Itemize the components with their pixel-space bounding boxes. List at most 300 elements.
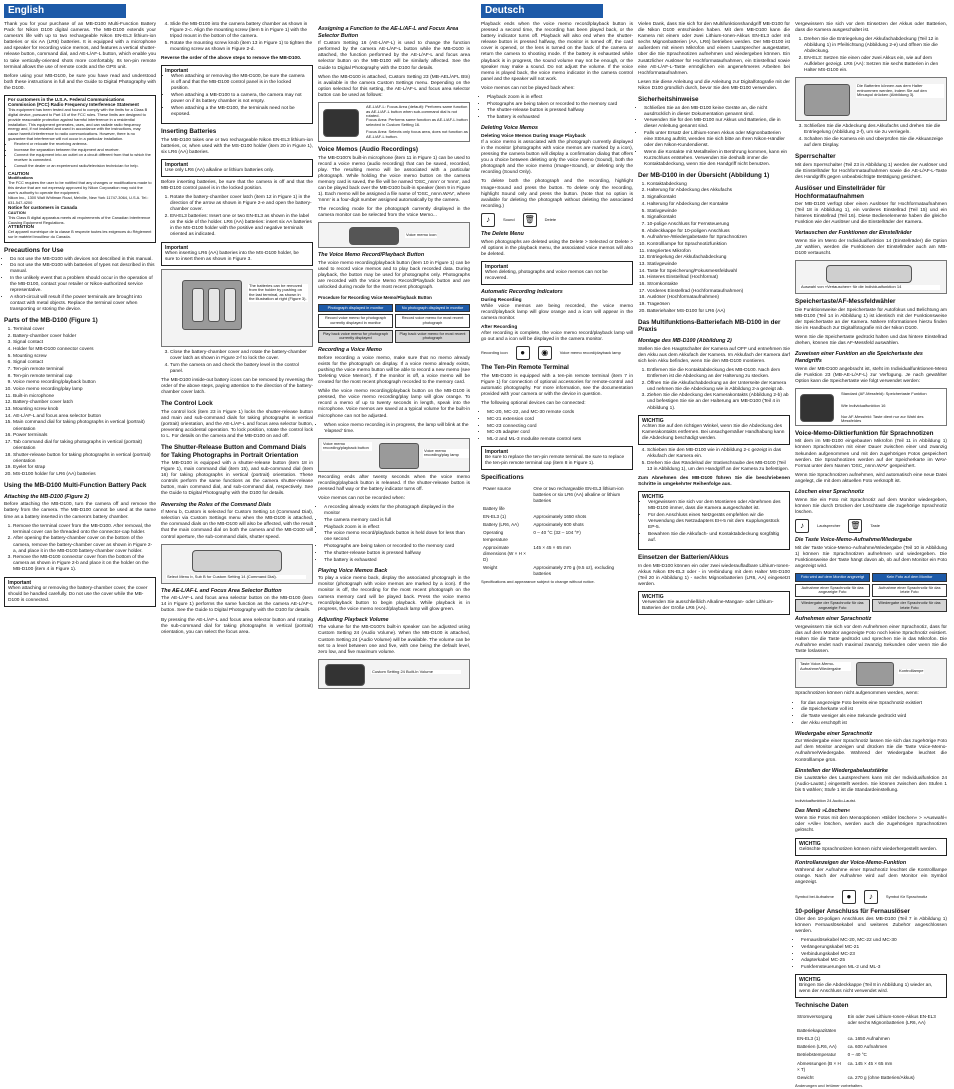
- list-item: 2. EN-EL3: Setzen Sie einen oder zwei Akkus ein, wie auf dem Aufkleber gezeigt. LR6 (AA): Setzen Sie sechs Batterien in den Halter MS-D100 ein.: [804, 56, 947, 74]
- list-item: 9. Voice memo recording/playback button: [13, 380, 156, 386]
- list-item: 2. After opening the battery-chamber cover on the bottom of the camera, remove the battery-chamber cover as shown in Figure 2-a, and place it in the MB-D100 battery-chamber cover holder.: [13, 536, 156, 554]
- list-item: • Fernauslösekabel MC-20, MC-22 und MC-30: [801, 938, 947, 944]
- attach-steps: [4, 524, 156, 574]
- assign-options-figure: [318, 102, 470, 142]
- menu-screen-illustration: [323, 109, 359, 137]
- menu-screen-illustration: [325, 664, 365, 686]
- list-item: • Connect the equipment into an outlet on a circuit different from that to which the receiver is connected.: [14, 153, 152, 163]
- de-delete-menu-heading: Das Menü »Löschen«: [795, 807, 851, 814]
- volume-text: The volume for the MB-D100's built-in speaker can be adjusted using Custom Setting 24 (Audio Volume). When the MB-D100 is attached, Custom Setting 24 (Audio Volume) will be available. The volume can be set to a level between one and five, with one being the default level, zero low, and five maximum volume.: [318, 625, 470, 655]
- command-dial-figure: [161, 544, 313, 584]
- de-flow-heading: Die Taste Voice-Memo-Aufnahme/Wiedergabe: [795, 536, 912, 543]
- flow-cell: Play back voice memo for photograph currently displayed: [318, 330, 393, 343]
- table-row: [483, 565, 631, 577]
- de-attaching-heading: Montage des MB-D100 (Abbildung 2): [638, 337, 732, 344]
- assign-text-2: When the MB-D100 is attached, Custom Setting 23 (MB-AEL/AFL Btn) is available in the camera Custom Settings menu. Depending on the option selected for this setting, the AE-L/AF-L and focus area selector button can be used as follows:: [318, 74, 470, 98]
- precautions-heading: Precautions for Use: [4, 247, 64, 255]
- voice-memo-text-2: The recording mode for the photograph currently displayed in the camera monitor can be selected from the Voice Memo...: [318, 207, 470, 219]
- flow-cell: Wiedergabe der Sprachnotiz für das angezeigte Foto: [795, 599, 870, 612]
- box-text: When deleting, photographs and voice memos can not be recovered.: [485, 269, 608, 281]
- intro-paragraph: Thank you for your purchase of an MB-D100 Multi-Function Battery Pack for Nikon D100 digital cameras. The MB-D100 extends your camera's life with up to two rechargeable Nikon EN-EL3 lithium-ion batteries or six AA (LR6) batteries. It is equipped with a microphone and speaker for recording voice memos, and features a vertical shutter-release button, command dial, and AE-L/AF-L button, which enable you to take vertically-oriented shots more comfortably. Its ten-pin remote terminal allows the use of remote cords and the GPS unit.: [4, 22, 156, 70]
- de-af-text-2: Wenn Sie die Speichertaste gedrückt halten und das hintere Einstellrad drehen, können Sie das AF-Messfeld auswählen.: [795, 335, 947, 347]
- procedure-text: The voice memo recording/playback button (item 10 in Figure 1) can be used to record voice memos and to play back recorded data. During playback, the button may be used for photographs only. Photographs are recorded with the Voice Memo Record/Playback button and are unlocked during mode for the most recent photograph.: [318, 261, 470, 291]
- list-item: 7. Ten-pin remote terminal: [13, 367, 156, 373]
- table-row: [797, 1044, 945, 1050]
- de-indicators-text: Während der Aufnahme einer Sprachnotiz leuchtet die Kontrolllampe orange. Nach der Aufnahme wird auf dem Monitor ein Symbol angezeigt.: [795, 868, 947, 886]
- list-item: 16. Power terminals: [13, 433, 156, 439]
- list-item: 5. Mounting screw: [13, 354, 156, 360]
- box-title: WICHTIG: [799, 840, 821, 847]
- list-item: 7. 10-polige Anschluss für Fernsteuerung: [647, 222, 790, 228]
- box-text: When inserting LR6 (AA) batteries into the MS-D100 holder, be sure to insert them as shown in Figure 3.: [165, 250, 299, 262]
- playing-heading: Playing Voice Memos Back: [318, 567, 388, 574]
- camera-illustration: [826, 265, 912, 283]
- list-item: 4. Schieben Sie den MB-D100 wie in Abbildung 2-c gezeigt in das Akkufach der Kamera ein.: [647, 448, 790, 460]
- spec-label: Operating temperature: [483, 530, 508, 542]
- spec-value: ca. 145 × 45 × 65 mm: [847, 1060, 893, 1066]
- insert-intro: Before inserting batteries, be sure that the camera is off and that the MB-D100 control panel is in the locked position.: [161, 180, 313, 192]
- de-record-heading: Aufnehmen einer Sprachnotiz: [795, 616, 872, 623]
- de-control-lock-heading: Sperrschalter: [795, 153, 836, 161]
- list-item: • Für den Anschluss eines Netzgeräts empfehlen wir die Verwendung des Netzadapters EH-5 mit dem Kupplungsstück EP-5.: [648, 513, 786, 531]
- list-item: • Vergewissern Sie sich vor dem Montieren oder Abnehmen des MB-D100 immer, dass die Kamera ausgeschaltet ist.: [648, 500, 786, 512]
- list-item: 4. Halterung für Abdeckung der Kontakte: [647, 202, 790, 208]
- de-reversing-heading: Vertauschen der Funktionen der Einstellräder: [795, 230, 912, 237]
- spec-label: Power source: [483, 485, 512, 491]
- precautions-list: [4, 257, 156, 314]
- list-item: • Funkfernsteuerungen ML-2 und ML-3: [801, 965, 947, 971]
- volume-heading: Adjusting Playback Volume: [318, 616, 389, 623]
- de-shutter-heading: Auslöser und Einstellräder für Hochformataufnahmen: [795, 185, 886, 200]
- voice-memo-icon-figure: [318, 222, 470, 248]
- de-delete-text: Wenn Sie ein Foto mit Sprachnotiz auf dem Monitor wiedergeben, können Sie durch Drücken der Löschtaste die zugehörige Sprachnotiz löschen.: [795, 497, 947, 515]
- canada-text: This Class B digital apparatus meets all requirements of the Canadian Interference Causing Equipment Regulations.: [8, 214, 151, 225]
- recording-heading: Recording a Voice Memo: [318, 347, 382, 354]
- voice-ends-list: [318, 505, 470, 563]
- de-voice-text-2: Wenn Sie Sprachnotizen aufnehmen, wird automatisch eine neue Datei angelegt, die mit dem aktuellen Foto verknüpft ist.: [795, 472, 947, 484]
- list-item: 5. Drehen Sie das Rändelrad der Stativschraube des MB-D100 (Teil 13 in Abbildung 1), um den Handgriff an der Kamera zu befestigen.: [647, 461, 790, 473]
- list-item: 4. Turn the camera on and check the battery level in the control panel.: [170, 363, 313, 375]
- important-bullets: [642, 500, 786, 544]
- de-specs-note: Änderungen und Irrtümer vorbehalten.: [795, 1082, 863, 1088]
- table-row: [483, 530, 631, 542]
- de-intro: Vielen Dank, dass Sie sich für den Multifunktionshandgriff MB-D100 für die Nikon D100 entschieden haben. Mit dem MB-D100 kann die Kamera mit einem oder zwei Lithium-Ionen-Akkus EN-EL3 oder mit sechs Mignonbatterien (AA, LR6) betrieben werden. Der MB-D100 ist außerdem mit einem Mikrofon und einem Lautsprecher ausgestattet, über die Sie Sprachnotizen aufnehmen und wiedergeben können. Ein zusätzlicher Auslöser für Hochformataufnahmen, ein Einstellrad sowie eine AE-L/AF-L-Taste ermöglichen ein angenehmeres Arbeiten bei Hochformataufnahmen.: [638, 22, 790, 76]
- microphone-icon: ●: [516, 346, 530, 360]
- battery-cell: [208, 288, 220, 322]
- de-playback-text: Zur Wiedergabe einer Sprachnotiz lassen Sie sich das zugehörige Foto auf dem Monitor anzeigen und drücken Sie die Taste Voice-Memo-Aufnahme/Wiedergabe. Während der Wiedergabe leuchtet die Kontrolllampe grün.: [795, 739, 947, 763]
- box-title: WICHTIG: [642, 494, 664, 501]
- de-not-intro: Sprachnotizen können nicht aufgenommen werden, wenn:: [795, 691, 919, 697]
- list-item: • Verwenden Sie für den MB-D100 nur Akkus und Batterien, die in dieser Anleitung genannt sind.: [644, 118, 790, 130]
- de-shutter-text: Der MB-D100 verfügt über einen Auslöser für Hochformataufnahmen (Teil 18 in Abbildung 1), ein vorderes Einstellrad (Teil 15) und ein hinteres Einstellrad (Teil 16). Diese Bedienelemente haben die gleiche Funktion wie der Auslöser und die Einstellräder der Kamera.: [795, 202, 947, 226]
- list-item: • Do not use the MB-D100 with devices not described in this manual.: [10, 257, 156, 263]
- list-item: • Verlängerungskabel MC-21: [801, 945, 947, 951]
- important-box: [795, 838, 947, 856]
- list-item: • The shutter-release button is pressed halfway: [324, 551, 470, 557]
- box-title: Important: [485, 449, 509, 456]
- during-recording-label: During Recording: [481, 297, 522, 303]
- de-assign-text: Wenn der MB-D100 angebracht ist, steht im Individualfunktionen-Menü die Funktion 23 (MB-AE-L/AF-L) zur Verfügung. Je nach gewählter Option kann die Speichertaste wie folgt verwendet werden:: [795, 366, 947, 384]
- list-item: • ML-2 and ML-3 modulite remote control sets: [487, 437, 633, 443]
- attaching-heading: Attaching the MB-D100 (Figure 2): [4, 493, 90, 500]
- box-text: Bringen Sie die Abdeckkappe (Teil 8 in Abbildung 1) wieder an, wenn der Anschluss nicht verwendet wird.: [799, 983, 933, 995]
- de-playback-heading: Wiedergabe einer Sprachnotiz: [795, 730, 873, 737]
- table-row: [483, 506, 631, 512]
- caution-subtitle: Modifications: [8, 175, 34, 181]
- flow-title: Procedure for Recording Voice Memo/Playback Button: [318, 294, 432, 300]
- list-item: 4. Schalten Sie die Kamera ein und überprüfen Sie die Akkuanzeige auf dem Display.: [804, 137, 947, 149]
- spec-value: ca. 1650 Aufnahmen: [847, 1036, 890, 1042]
- speaker-icon: ♪: [481, 213, 495, 227]
- box-title: Important: [8, 579, 32, 586]
- column-2: [161, 22, 313, 670]
- list-item: 17. Vorderes Einstellrad (Hochformataufnahmen): [647, 289, 790, 295]
- list-item: • MC-20, MC-22, and MC-30 remote cords: [487, 410, 633, 416]
- de-assign-figure: [795, 388, 947, 426]
- en-voice-cannot-list: [481, 95, 633, 121]
- de-safety-list: [638, 106, 790, 169]
- volume-figure: [318, 659, 470, 689]
- spec-label: Battery (LR6, AA): [483, 522, 519, 528]
- shutter-text: The MB-D100 is equipped with a shutter-release button (item 18 in Figure 1), main command dial (item 15), and sub-command dial (item 16) for taking photographs in vertical (portrait) orientation. These controls perform the same functions as the camera shutter-release button, main command dial, and sub-command dial, respectively. See the Guide to Digital Photography with the D100 for details.: [161, 461, 313, 497]
- important-box: [795, 974, 947, 998]
- caution-text: The FCC requires the user to be notified that any changes or modifications made to this device that are not expressly approved by Nikon Corporation may void the user's authority to operate the equipment.: [8, 180, 152, 196]
- caution-title: CAUTION: [8, 170, 29, 176]
- option-label: Wie Individualfunktion 16: [840, 404, 944, 409]
- figure-caption: Die Batterien können aus dem Halter entnommen werden, indem Sie auf den Minuspol drücken (Abbildung 3).: [856, 84, 944, 98]
- list-item: 10. Voice memo recording/play lamp: [13, 387, 156, 393]
- list-item: 2. Öffnen Sie die Akkufachabdeckung an der Unterseite der Kamera und nehmen Sie die Abdeckung wie in Abbildung 2-a gezeigt ab.: [647, 381, 790, 393]
- list-item: 1. Remove the terminal cover from the MB-D100. After removal, the terminal cover can be threaded onto the connector-cap holder.: [13, 524, 156, 536]
- icon-label: Symbol bei Aufnahme: [795, 893, 834, 899]
- list-item: • MC-25 adapter cord: [487, 430, 633, 436]
- box-text: Achten Sie auf den richtigen Winkel, wenn Sie die Abdeckung des Kamerakontakts entfernen. Bei unsachgemäßer Handhabung kann die Abdeckung beschädigt werden.: [642, 423, 785, 441]
- list-item: • Wenn die Kontakte mit Metallteilen in Berührung kommen, kann ein Kurzschluss entstehen. Verwenden Sie deshalb immer die Kontaktabdeckung, wenn Sie den Handgriff nicht benutzen.: [644, 150, 790, 168]
- spec-label: Stromversorgung: [797, 1013, 833, 1019]
- control-lock-heading: The Control Lock: [161, 400, 213, 408]
- list-item: • die Speicherkarte voll ist: [801, 707, 947, 713]
- en-playback-text: Playback ends when the voice memo record/playback button is pressed a second time, the recording has been played back, or the battery indicator turns off. Playback will also end when the shutter-release button is pressed halfway, the monitor is turned off, the card cover is opened, or the lens is turned on the back of the camera or return the camera to shooting mode. If the battery is exhausted while playback is in progress, the sound volume may not be enough, or the speaker may make a sound. Do not adjust the volume. If the voice memo is played back, the voice memo indicator in the camera control panel and the speaker will not work.: [481, 22, 633, 82]
- fcc-bullets: [8, 142, 152, 168]
- spec-label: Batteriekapazitäten: [797, 1028, 837, 1034]
- speaker-icon: ♪: [795, 519, 809, 533]
- procedure-heading: The Voice Memo Record/Playback Button: [318, 252, 425, 259]
- playing-text: To play a voice memo back, display the associated photograph in the monitor (photograph with voice memos are marked by a icon). If the monitor is off, the recording for the most recent photograph on the camera memory card will be played back. Press the voice memo record/playback button to begin playback. While playback is in progress, the voice memo record/playback lamp will glow green.: [318, 576, 470, 612]
- spec-value: 145 × 45 × 65 mm: [533, 544, 571, 550]
- list-item: 2. EN-EL3 batteries: Insert one or two EN-EL3 as shown in the label on the side of the holder. LR6 (AA) batteries: insert six AA batteries in the MS-D100 holder with the positive and negative terminals oriented as indicated.: [170, 214, 313, 238]
- list-item: • Increase the separation between the equipment and receiver.: [14, 148, 152, 153]
- de-attach-steps: [638, 368, 790, 412]
- list-item: 14. Taste für Speicherung/Fokusmessfeldwahl: [647, 269, 790, 275]
- spec-value: One or two rechargeable EN-EL3 lithium-ion batteries or six LR6 (AA) alkaline or lithium batteries: [533, 485, 624, 504]
- flow-cell: Aufnahme einer Sprachnotiz für das angezeigte Foto: [795, 584, 870, 597]
- list-item: • Falls unter Ersatz der Lithium-Ionen Akkus oder Mignonbatterien eine Störung auftritt, wenden Sie sich bitte an Ihren Nikon-Händler oder den Nikon-Kundendienst.: [644, 131, 790, 149]
- delete-menu-text: When photographs are deleted using the Delete > Selected or Delete > All options in the playback menu, the associated voice memos will also be deleted.: [481, 239, 633, 257]
- de-parts-heading: Der MB-D100 in der Übersicht (Abbildung 1): [638, 172, 770, 180]
- list-item: • The battery is exhausted: [324, 558, 470, 564]
- list-item: • MC-23 connecting cord: [487, 424, 633, 430]
- fcc-text: This equipment has been tested and found to comply with the limits for a Class B digital device, pursuant to Part 15 of the FCC rules. These limits are designed to provide reasonable protection against harmful interference in a residential installation. This equipment generates, uses, and can radiate radio frequency energy and, if not installed and used in accordance with the instructions, may cause harmful interference to radio communications. However, there is no guarantee that interference will not occur in a particular installation.: [8, 106, 148, 142]
- important-bullets: [165, 74, 309, 118]
- de-tenpin-list: [795, 938, 947, 971]
- reverse-note: Reverse the order of the above steps to remove the MB-D100.: [161, 56, 302, 62]
- important-box: [638, 415, 790, 445]
- box-text: Gelöschte Sprachnotizen können nicht wiederhergestellt werden.: [799, 846, 938, 852]
- voice-ends-intro: Voice memos can not be recorded when:: [318, 496, 405, 502]
- deleting-heading: Deleting Voice Memos: [481, 125, 539, 132]
- spec-label: Approximate dimensions (W × H × D): [483, 544, 526, 562]
- spec-value: 0 – 40 °C (32 – 104 °F): [533, 530, 581, 536]
- spec-value: ca. 600 Aufnahmen: [847, 1044, 888, 1050]
- list-item: • When attaching a the MB-D100, the terminals need not be exposed.: [171, 106, 309, 118]
- table-row: [797, 1014, 945, 1026]
- spec-label: Abmessungen (B × H × T): [797, 1060, 841, 1072]
- spec-value: [848, 1028, 945, 1034]
- list-item: 1. Kontaktabdeckung: [647, 182, 790, 188]
- assign-heading: Assigning a Function to the AE-L/AF-L and Focus Area Selector Button: [318, 26, 459, 39]
- column-3: [318, 22, 470, 674]
- list-item: 15. Main command dial for taking photographs in vertical (portrait) orientation: [13, 420, 156, 432]
- af-button-text-2: By pressing the AE-L/AF-L and focus area selector button and rotating the sub-command dial for taking photographs in vertical (portrait) orientation, you can select the focus area.: [161, 617, 313, 635]
- list-item: 13. Mounting screw knob: [13, 407, 156, 413]
- during-recording-text: While voice memos are being recorded, the voice memo record/playback lamp will glow orange and a icon will appear in the camera monitor.: [481, 303, 633, 321]
- list-item: • In the unlikely event that a problem should occur in the operation of the MB-D100, contact your retailer or Nikon-authorized service representative.: [10, 276, 156, 294]
- list-item: 9. Aufnahme-/Wiedergabetaste für Sprachnotizen: [647, 235, 790, 241]
- icon-label: Delete: [544, 216, 557, 222]
- de-steps-continued: [638, 448, 790, 473]
- figure-label: Voice memo icon: [406, 232, 437, 238]
- important-box: [161, 159, 313, 177]
- flow-cell: Record voice memo for photograph currently displayed in monitor: [318, 314, 393, 327]
- after-recording-text: After recording is complete, the voice memo record/playback lamp will go out and a icon will be displayed in the camera monitor.: [481, 331, 633, 343]
- box-text: Be sure to replace the ten-pin remote terminal. Be sure to replace the ten-pin remote terminal cap (item 8 in Figure 1).: [485, 455, 625, 467]
- spec-value: 0 – 40 °C: [847, 1052, 867, 1058]
- list-item: • Playback zoom is in effect: [487, 95, 633, 101]
- list-item: 2. Halterung für Abdeckung des Akkufachs: [647, 188, 790, 194]
- de-icons-row: [795, 519, 947, 533]
- trash-icon: 🗑: [848, 519, 862, 533]
- english-page: [0, 0, 477, 675]
- list-item: 3. Schließen Sie die Abdeckung des Akkufachs und drehen Sie die Entriegelung (Abbildung 2-f), um sie zu verriegeln.: [804, 124, 947, 136]
- microphone-icon: ●: [842, 890, 856, 904]
- list-item: 11. Integriertes Mikrofon: [647, 249, 790, 255]
- table-row: [483, 486, 631, 504]
- list-item: 15. Hinteres Einstellrad (Hochformat): [647, 275, 790, 281]
- list-item: 8. Abdeckkappe für 10-poligen Anschluss: [647, 229, 790, 235]
- list-item: • A recording already exists for the photograph displayed in the monitor: [324, 505, 470, 517]
- spec-value: Approximately 1650 shots: [533, 514, 587, 520]
- list-item: • Photographs are being taken or recorded to the memory card: [324, 544, 470, 550]
- flow-cell: Wiedergabe der Sprachnotiz für das letzte Foto: [872, 599, 947, 612]
- insert-steps: [161, 195, 313, 238]
- important-box: [638, 491, 790, 550]
- list-item: 1. Rotate the battery-chamber cover latch (item 12 in Figure 1) in the direction of the arrow as shown in Figure 2-e and open the battery-chamber cover.: [170, 195, 313, 213]
- box-text: When attaching or removing the battery-chamber cover, the cover should be handled carefully. Do not use the cover while the MB-D100 is connected.: [8, 585, 148, 603]
- box-title: Important: [165, 244, 189, 251]
- important-box: [481, 446, 633, 470]
- option-label: Standard (AF-Messfeld): Speichertaste Funktion: [840, 392, 944, 397]
- list-item: 12. Entriegelung der Akkufachabdeckung: [647, 255, 790, 261]
- list-item: 4. Holder for MB-D100 connector covers: [13, 347, 156, 353]
- figure-label: Voice memo recording/play lamp: [423, 449, 469, 458]
- box-text: Verwenden Sie ausschließlich Alkaline-Mangan- oder Lithium-Batterien der Größe LR6 (AA).: [642, 600, 774, 612]
- german-page: [477, 0, 954, 1088]
- list-item: 3. Close the battery-chamber cover and rotate the battery-chamber cover latch as shown in Figure 2-f to lock the cover.: [170, 350, 313, 362]
- af-button-heading: The AE-L/AF-L and Focus Area Selector Button: [161, 587, 282, 594]
- control-lock-text: The control lock (item 23 in Figure 1) locks the shutter-release button and main and sub-command dials for taking photographs in vertical (portrait) orientation, and the AE-L/AF-L and focus area selector button, preventing accidental operation. To lock position, rotate the control lock to L. For details on the camera and the MB-D100 on and off.: [161, 409, 313, 439]
- battery-pack-illustration: [856, 662, 894, 686]
- list-item: • The battery is exhausted: [487, 115, 633, 121]
- de-control-lock-text: Mit dem Sperrschalter (Teil 23 in Abbildung 1) werden der Auslöser und die Einstellräder für Hochformataufnahmen sowie die AE-L/AF-L-Taste des Handgriffs gegen unbeabsichtigte Betätigung gesichert.: [795, 162, 947, 180]
- specs-heading: Specifications: [481, 474, 524, 482]
- de-procedure-flowchart: [795, 573, 947, 613]
- icon-label: Lautsprecher: [817, 522, 841, 528]
- de-tenpin-text: Über den 10-poligen Anschluss des MB-D100 (Teil 7 in Abbildung 1) können Fernauslösekabel und weiteres Zubehör angeschlossen werden.: [795, 917, 947, 935]
- de-intro-2: Lesen Sie diese Anleitung und die Anleitung zur Digitalfotografie mit der Nikon D100 gründlich durch, bevor Sie den MB-D100 verwenden.: [638, 79, 790, 91]
- list-item: • Adapterkabel MC-25: [801, 958, 947, 964]
- icon-label: Symbol für Sprachnotiz: [885, 893, 928, 899]
- list-item: 10. Kontrolllampe für Sprachnotizfunktion: [647, 242, 790, 248]
- list-item: 12. Battery-chamber cover latch: [13, 400, 156, 406]
- icon-label: Taste: [870, 522, 880, 528]
- de-parts-list: [638, 182, 790, 315]
- column-3: [795, 22, 947, 1088]
- tenpin-list: [481, 410, 633, 443]
- table-row: [483, 545, 631, 563]
- list-item: 2. Battery-chamber cover holder: [13, 334, 156, 340]
- de-delete-heading: Löschen einer Sprachnotiz: [795, 489, 864, 496]
- tenpin-list-intro: The following optional devices can be connected:: [481, 401, 586, 407]
- recording-icons-row: [481, 346, 633, 360]
- list-item: 13. Stativgewinde: [647, 262, 790, 268]
- de-using-heading: Das Multifunktions-Batteriefach MB-D100 in der Praxis: [638, 318, 781, 334]
- final-steps: [161, 350, 313, 375]
- flow-cell: No photograph displayed in monitor: [395, 304, 470, 313]
- canada-caution: CAUTION: [8, 209, 26, 215]
- list-item: • A short-circuit will result if the power terminals are brought into contact with metal objects. Replace the terminal cover when transporting or storing the device.: [10, 295, 156, 313]
- list-item: 18. Shutter-release button for taking photographs in vertical (portrait) orientation: [13, 453, 156, 465]
- de-final-steps: [795, 124, 947, 149]
- spec-value: Approximately 600 shots: [533, 522, 584, 528]
- de-indicators-heading: Kontrollanzeigen der Voice-Memo-Funktion: [795, 859, 907, 866]
- list-item: • Schließen Sie an den MB-D100 keine Geräte an, die nicht ausdrücklich in dieser Dokumentation genannt sind.: [644, 106, 790, 118]
- list-item: 19. Eyelet for strap: [13, 465, 156, 471]
- column-1: [481, 22, 633, 670]
- battery-cell: [192, 288, 204, 322]
- option-label: AE-L/AF-L: Focus Area (default): Performs same function as AE-L/AF-L button when sub-command dial is not rotated.: [366, 104, 468, 119]
- list-item: 3. Ziehen Sie die Abdeckung des Kamerakontakts (Abbildung 2-b) ab und befestigen Sie sie an der Halterung am MB-D100 (Teil 4 in Abbildung 1).: [647, 393, 790, 411]
- icon-label: Sound: [503, 216, 515, 222]
- parts-list: [4, 327, 156, 478]
- using-heading: Using the MB-D100 Multi-Function Battery Pack: [4, 482, 147, 490]
- box-text: Use only LR6 (AA) alkaline or lithium batteries only.: [165, 167, 274, 173]
- list-item: • Bewahren Sie die Akkufach- und Kontaktabdeckung sorgfältig auf.: [648, 532, 786, 544]
- de-volume-text: Die Lautstärke des Lautsprechers kann mit der Individualfunktion 24 (Audio-Lautst.) eingestellt werden. Sie können zwischen den Stufen 1 bis 5 wählen; Stufe 1 ist die Standardeinstellung.: [795, 776, 947, 794]
- voice-memo-text: The MB-D100's built-in microphone (item 11 in Figure 1) can be used to record a voice memo (audio recording) that can be saved, recorded, play. The resulting memo will be associated with a particular photograph. While holding the voice memo button on the camera memory card is saved, the file will be named 'DSC_nnnn' or 'nnnn', and can be played back over the MB-D100 built-in speaker (item 9 in Figure 1). Each memo will be assigned a file name of 'DSC_nnnn.WAV', where 'nnnn' is a four-digit number assigned automatically by the camera.: [318, 155, 470, 204]
- flow-cell: Aufnahme einer Sprachnotiz für das letzte Foto: [872, 584, 947, 597]
- inserting-heading: Inserting Batteries: [161, 128, 217, 136]
- figure-label: Kontrolllampe: [899, 668, 924, 674]
- fcc-notice-box: [4, 95, 156, 243]
- list-item: • für das angezeigte Foto bereits eine Sprachnotiz existiert: [801, 701, 947, 707]
- attention-text: Cet appareil numérique de la classe B respecte toutes les exigences du Règlement sur le matériel brouilleur du Canada.: [8, 229, 152, 240]
- de-inserting-heading: Einsetzen der Batterien/Akkus: [638, 554, 729, 562]
- figure-caption: Select Menu b, Sub B for Custom Setting 14 (Command Dial).: [166, 575, 306, 580]
- table-row: [483, 522, 631, 528]
- en-voice-cannot-intro: Voice memos can not be played back when:: [481, 85, 575, 91]
- deleting-text-2: To delete both the photograph and the recording, highlight Image+Sound and press the button. To delete only the recording, highlight Sound only and press the button. (Note that no option is available for deleting the photograph without deleting the associated recording.): [481, 179, 633, 209]
- lock-text: The MB-D100 inside-out battery icons can be removed by reversing the order of the above steps, paying attention to the direction of the battery-chamber cover latch.: [161, 377, 313, 395]
- list-item: • Consult the dealer or an experienced radio/television technician for help.: [14, 164, 152, 169]
- de-not-list: [795, 701, 947, 727]
- recording-text-2: While the voice memo recording/playback button on the MB-D100 is pressed, the voice memo recording/play lamp will glow orange. To record a memo of up to twenty seconds in length, speak into the microphone. Voice memos are saved at a typical volume for the built-in microphone can not be adjusted.: [318, 389, 470, 419]
- de-flow-text: Mit der Taste Voice-Memo-Aufnahme/Wiedergabe (Teil 10 in Abbildung 1) können Sie Sprachnotizen aufnehmen und wiedergeben. Die Funktionsweise der Taste hängt davon ab, ob auf dem Monitor ein Foto angezeigt wird.: [795, 545, 947, 569]
- box-title: WICHTIG: [642, 593, 664, 600]
- tenpin-text: The MB-D100 is equipped with a ten-pin remote terminal (item 7 in Figure 1) for connection of optional accessories for remote-control and automatic photography. For more information, see the documentation provided with your camera or with the device in question.: [481, 373, 633, 398]
- assign-text: If Custom Setting 16 (AE-L/AF-L) is used to change the function performed by the camera AE-L/AF-L button while the MB-D100 is attached, the function performed by the AE-L/AF-L and focus area selector button on the MB-D100 will be similarly affected. See the Guide to Digital Photography with the D100 for details.: [318, 41, 470, 71]
- list-item: • Reorient or relocate the receiving antenna.: [14, 142, 152, 147]
- list-item: 8. Ten-pin remote terminal cap: [13, 374, 156, 380]
- figure-caption: The batteries can be removed from the holder by pushing on the last terminal, as shown in the illustration at right (Figure 3).: [249, 282, 307, 302]
- box-title: Important: [165, 68, 189, 75]
- battery-cell: [224, 288, 236, 322]
- list-item: • die Taste weniger als eine Sekunde gedrückt wird: [801, 714, 947, 720]
- reversing-heading: Reversing the Roles of the Command Dials: [161, 501, 272, 508]
- lamp-icon: ◉: [538, 346, 552, 360]
- delete-icons-row: [481, 213, 633, 227]
- list-item: 6. Signalkontakt: [647, 215, 790, 221]
- specs-table: [481, 484, 633, 579]
- list-item: 20. MS-D100 holder for LR6 (AA) batteries: [13, 472, 156, 478]
- list-item: 18. Auslöser (Hochformataufnahmen): [647, 295, 790, 301]
- nikon-address: Nikon Inc., 1300 Walt Whitman Road, Melville, New York 11747-3064, U.S.A. Tel.: 631-547-4200: [8, 195, 149, 205]
- list-item: • When attaching or removing the MB-D100, be sure the camera is off and that the MB-D100 control panel is in the locked position.: [171, 74, 309, 92]
- list-item: • When voice memo recording is in progress, the lamp will blink at the 'elapsed' time.: [324, 423, 470, 435]
- list-item: 1. Entfernen Sie die Kontaktabdeckung des MB-D100. Nach dem Entfernen ist die Abdeckung an der Halterung zu stecken.: [647, 368, 790, 380]
- spec-label: Weight: [483, 564, 498, 570]
- list-item: • The voice memo record/playback button is held down for less than one second: [324, 531, 470, 543]
- box-title: Important: [165, 161, 189, 168]
- important-box: [638, 591, 790, 615]
- spec-value: Approximately 270 g (9.5 oz), excluding batteries: [533, 564, 615, 577]
- table-row: [483, 514, 631, 520]
- inserting-text: The MB-D100 takes one or two rechargeable Nikon EN-EL3 lithium-ion batteries, or, when used with the MS-D100 holder (item 20 in Figure 1), six LR6 (AA) batteries.: [161, 137, 313, 155]
- figure-label: Taste Voice-Memo-Aufnahme/Wiedergabe: [799, 662, 851, 671]
- list-item: 1. Terminal cover: [13, 327, 156, 333]
- flow-cell: Foto wird auf dem Monitor angezeigt: [795, 573, 870, 582]
- spec-label: Betriebstemperatur: [797, 1052, 837, 1058]
- spec-value: ca. 270 g (ohne Batterien/Akkus): [847, 1074, 915, 1080]
- list-item: 19. Trageösen: [647, 302, 790, 308]
- table-row: [797, 1052, 945, 1058]
- battery-holder-illustration: [804, 84, 850, 116]
- monitor-illustration: [349, 227, 399, 245]
- de-reversing-text: Wenn Sie im Menü der Individualfunktion 14 (Einstellräder) die Option ‚Ja' wählen, werden die Funktionen der Einstellräder auch am MB-D100 vertauscht.: [795, 239, 947, 257]
- menu-screen-illustration: [800, 394, 834, 422]
- spec-label: EN-EL3 (1): [483, 514, 506, 520]
- language-header: Deutsch: [481, 4, 603, 18]
- spec-label: Gewicht: [797, 1074, 814, 1080]
- de-af-text: Die Funktionsweise der Speichertaste für Autofokus und Belichtung am MB-D100 (Teil 14 in Abbildung 1) ist identisch mit der Funktionsweise der Speichertaste an der Kamera. Nähere Informationen hierzu finden Sie im Handbuch zur Digitalfotografie mit der Nikon D100.: [795, 307, 947, 332]
- de-dial-figure: [795, 260, 947, 294]
- battery-pack-illustration: [379, 443, 419, 469]
- list-item: • When attaching a MB-D100 to a camera, the camera may not power on if its battery chamber is not empty.: [171, 93, 309, 105]
- spec-label: Batterien (LR6, AA): [797, 1044, 837, 1050]
- option-label: Focus Area: Performs same function as AE-L/AF-L button selected in Custom Setting 16.: [366, 117, 468, 127]
- list-item: 20. Batteriehalter MS-D100 für LR6 (AA): [647, 309, 790, 315]
- delete-menu-heading: The Delete Menu: [481, 230, 524, 237]
- flow-cell: Kein Foto auf dem Monitor: [872, 573, 947, 582]
